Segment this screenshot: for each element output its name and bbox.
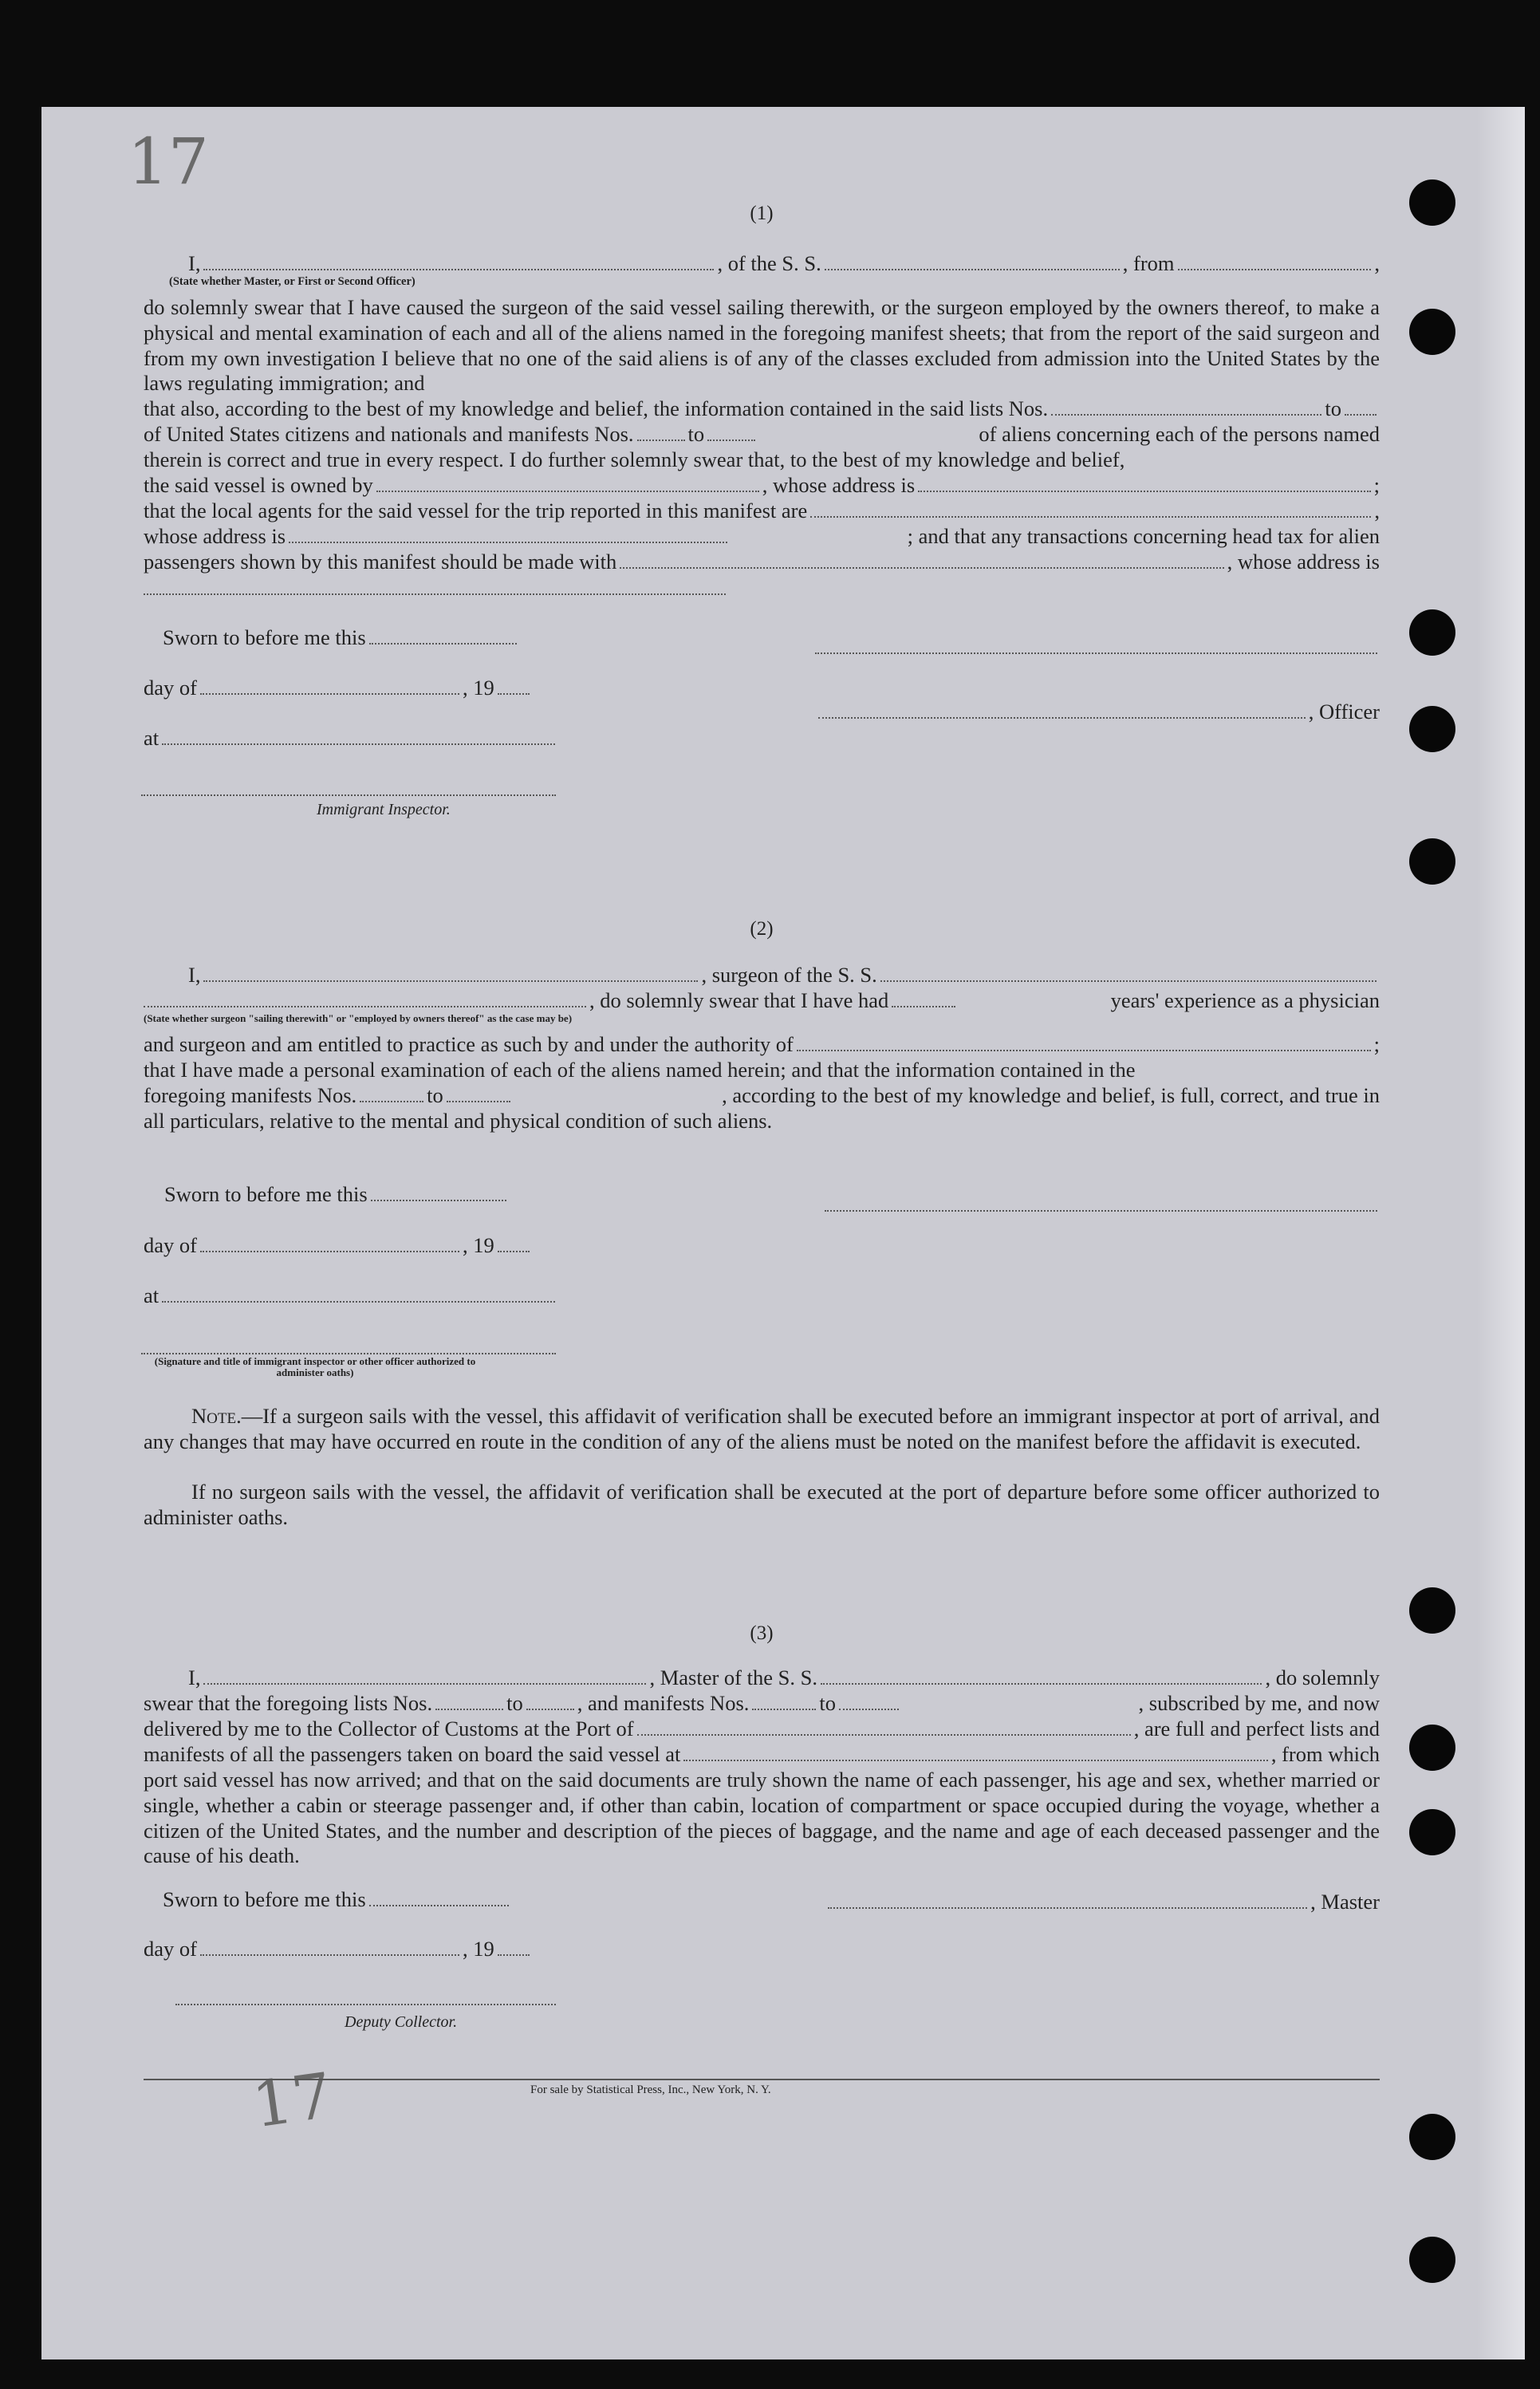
punch-hole-4	[1409, 706, 1455, 752]
punch-hole-3	[1409, 609, 1455, 656]
section-2-number: (2)	[750, 918, 774, 940]
s2-day-row: day of , 19	[144, 1233, 1380, 1259]
punch-hole-1	[1409, 179, 1455, 226]
s2-note	[144, 1404, 1380, 1455]
s3-year-field	[498, 1938, 530, 1956]
footer-printer-note: For sale by Statistical Press, Inc., New York, N. Y.	[530, 2083, 771, 2096]
section-1-number: (1)	[750, 203, 774, 224]
s1-inspector-signature-line	[141, 779, 556, 796]
s3-sworn-date-field	[369, 1889, 509, 1906]
punch-hole-10	[1409, 2237, 1455, 2283]
s2-line-6: all particulars, relative to the mental and physical condition of such aliens.	[144, 1109, 773, 1133]
s3-sworn-row: Sworn to before me this	[144, 1887, 1380, 1913]
s1-officer-signature-field	[818, 700, 1306, 719]
handwritten-number-top: 17	[128, 124, 209, 199]
s1-officer-caption: (State whether Master, or First or Second Officer)	[169, 275, 416, 288]
s1-owner-address-field	[918, 473, 1370, 492]
s1-inspector-caption: Immigrant Inspector.	[317, 801, 451, 818]
punch-hole-2	[1409, 309, 1455, 355]
s2-vessel-field	[880, 963, 1377, 982]
s1-agents-address-field	[289, 526, 727, 543]
s2-status-field	[144, 990, 586, 1007]
note-label: Note.	[191, 1404, 242, 1428]
s1-line-manifests: of United States citizens and nationals and manifests Nos. to of aliens concerning each of the persons named	[144, 422, 1380, 446]
s2-sworn-date-field	[371, 1184, 506, 1201]
s3-vessel-field	[821, 1666, 1262, 1685]
s3-day-field	[200, 1938, 459, 1956]
s1-year-field	[498, 677, 530, 695]
s2-signature-line	[825, 1194, 1377, 1212]
s2-years-field	[892, 990, 955, 1007]
s1-signature-line-1	[815, 637, 1377, 654]
s2-status-caption: (State whether surgeon "sailing therewith" or "employed by owners thereof" as the case may be)	[144, 1012, 573, 1024]
s1-line-address: whose address is ; and that any transactions concerning head tax for alien	[144, 524, 1380, 548]
s1-vessel-name-field	[825, 253, 1120, 270]
s2-line-1: I, , surgeon of the S. S.	[144, 963, 1380, 988]
s2-line-3: and surgeon and am entitled to practice as such by and under the authority of ;	[144, 1032, 1380, 1056]
s1-sworn-date-field	[369, 627, 517, 645]
s3-master-signature-field	[828, 1890, 1307, 1909]
s2-manifest-to-field	[447, 1085, 510, 1102]
s3-port-field	[637, 1717, 1131, 1736]
s3-line-3: delivered by me to the Collector of Customs at the Port of , are full and perfect lists and	[144, 1717, 1380, 1741]
s2-line-5: foregoing manifests Nos. to , according to the best of my knowledge and belief, is full, correct, and true in	[144, 1083, 1380, 1107]
punch-hole-5	[1409, 838, 1455, 885]
s3-day-row: day of , 19	[144, 1937, 1380, 1962]
s3-boarding-port-field	[683, 1742, 1268, 1761]
s2-at-field	[162, 1283, 555, 1303]
s1-headtax-address-field	[144, 578, 726, 595]
s1-line-1: I, , of the S. S. , from ,	[188, 251, 1380, 275]
s2-at-row: at	[144, 1283, 558, 1309]
s1-at-field	[162, 726, 555, 745]
s1-officer-row: , Officer	[815, 700, 1380, 725]
s3-master-name-field	[203, 1667, 646, 1685]
s1-agents-field	[810, 499, 1371, 518]
s1-line-owned: the said vessel is owned by , whose address is ;	[144, 473, 1380, 497]
handwritten-number-bottom: 17	[248, 2060, 337, 2143]
s3-collector-caption: Deputy Collector.	[345, 2013, 458, 2031]
s2-day-field	[200, 1235, 459, 1252]
s1-line-agents: that the local agents for the said vessel for the trip reported in this manifest are ,	[144, 499, 1380, 522]
s3-lists-from-field	[435, 1693, 503, 1710]
s3-paragraph: port said vessel has now arrived; and that on the said documents are truly shown the name of each passenger, his age and sex, whether married or single, whether a cabin or steerage passenger and, if other than cabin, location of compartment or space occupied during the voyage, whether a citizen of the United States, and the number and description of the pieces of baggage, and the name and age of each deceased passenger and the cause of his death.	[144, 1768, 1380, 1868]
s2-line-4: that I have made a personal examination of each of the aliens named herein; and that the information contained in the	[144, 1058, 1136, 1082]
punch-hole-9	[1409, 2114, 1455, 2160]
s2-year-field	[498, 1235, 530, 1252]
s3-line-2: swear that the foregoing lists Nos. to , and manifests Nos. to , subscribed by me, and now	[144, 1691, 1380, 1715]
punch-hole-8	[1409, 1809, 1455, 1855]
s2-line-2: , do solemnly swear that I have had years' experience as a physician	[144, 988, 1380, 1014]
form-page	[41, 107, 1525, 2359]
s2-authority-field	[797, 1032, 1371, 1051]
s2-inspector-signature-line	[141, 1337, 556, 1354]
s1-manifests-to-field	[707, 424, 755, 441]
s2-manifest-from-field	[360, 1085, 423, 1102]
s1-day-row: day of , 19	[144, 676, 1380, 701]
s1-sworn-row: Sworn to before me this	[144, 625, 1380, 651]
s3-collector-signature-line	[175, 1988, 556, 2005]
s1-manifests-from-field	[637, 424, 685, 441]
s2-note-2: If no surgeon sails with the vessel, the affidavit of verification shall be executed at the port of departure before some officer authorized to administer oaths.	[144, 1480, 1380, 1529]
s2-surgeon-name-field	[203, 964, 698, 982]
note-body: —If a surgeon sails with the vessel, this affidavit of verification shall be executed before an immigrant inspector at port of arrival, and any changes that may have occurred en route in the condition of any of the aliens must be noted on the manifest before the affidavit is executed.	[144, 1404, 1380, 1453]
section-3-number: (3)	[750, 1622, 774, 1644]
s3-manifests-to-field	[839, 1693, 899, 1710]
s1-from-field	[1178, 251, 1372, 270]
s3-line-1: I, , Master of the S. S. , do solemnly	[188, 1666, 1380, 1689]
s1-lists-to-field	[1345, 398, 1377, 416]
s1-headtax-field	[620, 550, 1223, 569]
s2-signature-caption: (Signature and title of immigrant inspector or other officer authorized to administer oaths)	[154, 1355, 476, 1378]
s3-lists-to-field	[526, 1693, 574, 1710]
s1-line-headtax: passengers shown by this manifest should be made with , whose address is	[144, 550, 1380, 574]
s3-line-4: manifests of all the passengers taken on board the said vessel at , from which	[144, 1742, 1380, 1766]
s1-lists-from-field	[1051, 396, 1321, 416]
punch-hole-7	[1409, 1725, 1455, 1771]
s1-paragraph: do solemnly swear that I have caused the surgeon of the said vessel sailing therewith, or the surgeon employed by the owners thereof, to make a physical and mental examination of each and all of the aliens named in the foregoing manifest sheets; that from the report of the said surgeon and from my own investigation I believe that no one of the said aliens is of any of the classes excluded from admission into the United States by the laws regulating immigration; and	[144, 295, 1380, 396]
footer-rule	[144, 2079, 1380, 2080]
s3-master-row: , Master	[825, 1890, 1380, 1915]
s1-owner-field	[376, 475, 759, 492]
s3-manifests-from-field	[752, 1693, 816, 1710]
s1-day-field	[200, 677, 459, 695]
s1-line-therein: therein is correct and true in every respect. I do further solemnly swear that, to the best of my knowledge and belief,	[144, 447, 1125, 471]
s1-officer-name-field	[203, 253, 714, 270]
s1-at-row: at	[144, 726, 558, 751]
s1-line-lists: that also, according to the best of my knowledge and belief, the information contained in the said lists Nos. to	[144, 396, 1380, 422]
s2-sworn-row: Sworn to before me this	[144, 1182, 1380, 1208]
page-edge	[1477, 107, 1525, 2359]
punch-hole-6	[1409, 1587, 1455, 1634]
